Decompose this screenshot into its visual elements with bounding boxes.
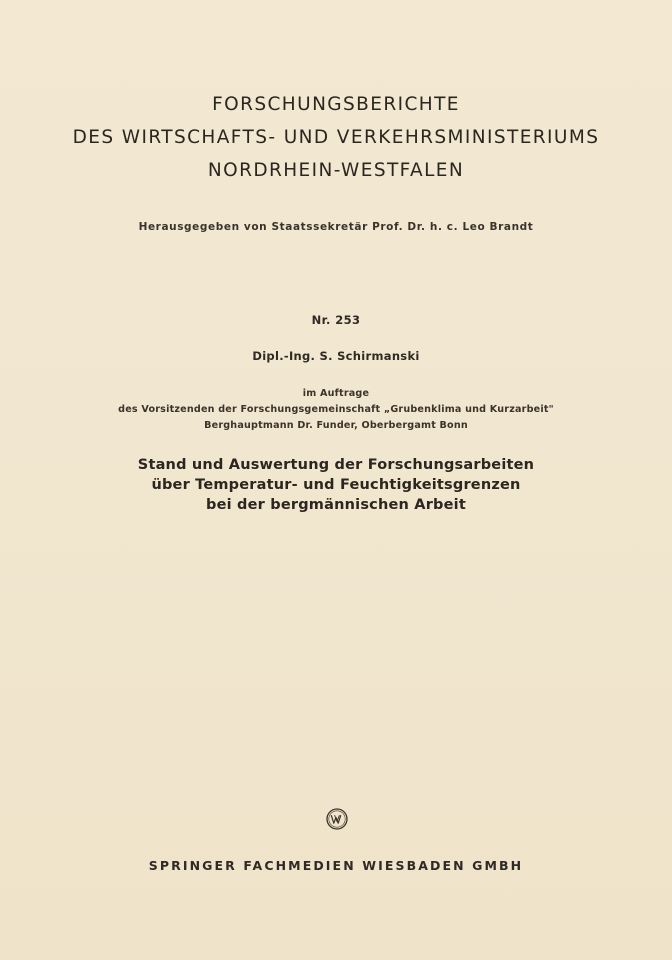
report-title-line-1: Stand und Auswertung der Forschungsarbeiten	[137, 457, 535, 473]
report-title-line-3: bei der bergmännischen Arbeit	[206, 497, 466, 513]
author-name: Dipl.-Ing. S. Schirmanski	[252, 349, 420, 363]
report-number: Nr. 253	[311, 313, 361, 327]
commission-line-3: Berghauptmann Dr. Funder, Oberbergamt Bonn	[204, 420, 468, 431]
report-title	[0, 455, 672, 515]
series-title	[0, 88, 672, 187]
commission-note	[0, 386, 672, 434]
commission-line-2: des Vorsitzenden der Forschungsgemeinschaft „Grubenklima und Kurzarbeit"	[118, 404, 554, 415]
commission-line-1: im Auftrage	[302, 388, 370, 399]
series-title-line-3: NORDRHEIN-WESTFALEN	[207, 160, 465, 181]
series-title-line-2: DES WIRTSCHAFTS- UND VERKEHRSMINISTERIUMS	[72, 127, 600, 148]
springer-vieweg-logo-icon	[326, 808, 348, 830]
editor-credit: Herausgegeben von Staatssekretär Prof. Dr. h. c. Leo Brandt	[138, 221, 534, 233]
series-title-line-1: FORSCHUNGSBERICHTE	[212, 94, 460, 115]
publisher-name: SPRINGER FACHMEDIEN WIESBADEN GMBH	[148, 858, 524, 873]
report-title-line-2: über Temperatur- und Feuchtigkeitsgrenzen	[151, 477, 521, 493]
